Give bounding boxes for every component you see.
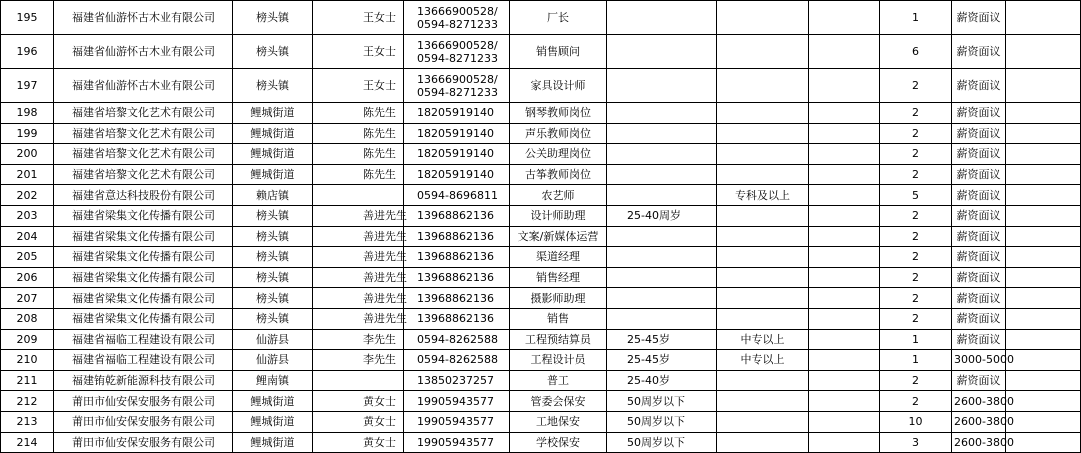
table-row — [1, 226, 1081, 247]
age-requirement-cell: 25-45岁 — [607, 329, 717, 350]
phone-cell — [404, 308, 510, 329]
company-name-cell: 莆田市仙安保安服务有限公司 — [54, 391, 233, 412]
age-requirement-cell: 25-45岁 — [607, 350, 717, 371]
phone-secondary: 0594-8271233 — [417, 85, 498, 99]
contact-person-cell: 善进先生 — [313, 308, 404, 329]
phone-cell — [404, 350, 510, 371]
empty-cell — [809, 350, 880, 371]
position-cell: 销售 — [510, 308, 607, 329]
table-row — [1, 391, 1081, 412]
salary-cell: 薪资面议 — [952, 288, 1006, 309]
company-name-cell: 福建省意达科技股份有限公司 — [54, 185, 233, 206]
contact-person-cell: 黄女士 — [313, 411, 404, 432]
row-number-cell: 196 — [1, 35, 54, 69]
salary-cell: 2600-3800 — [952, 411, 1006, 432]
empty-cell — [809, 69, 880, 103]
empty-cell — [809, 411, 880, 432]
company-name-cell: 福建省梁集文化传播有限公司 — [54, 267, 233, 288]
headcount-cell: 2 — [880, 267, 952, 288]
empty-cell — [1006, 267, 1081, 288]
age-requirement-cell: 50周岁以下 — [607, 411, 717, 432]
position-cell: 农艺师 — [510, 185, 607, 206]
empty-cell — [1006, 185, 1081, 206]
row-number-cell: 198 — [1, 103, 54, 124]
education-cell: 中专以上 — [717, 350, 809, 371]
salary-cell: 薪资面议 — [952, 103, 1006, 124]
education-cell — [717, 205, 809, 226]
empty-cell — [1006, 164, 1081, 185]
headcount-cell: 1 — [880, 350, 952, 371]
company-name-cell: 福建省福临工程建设有限公司 — [54, 350, 233, 371]
row-number-cell: 208 — [1, 308, 54, 329]
company-name-cell: 福建省培黎文化艺术有限公司 — [54, 123, 233, 144]
table-body — [1, 1, 1081, 453]
phone-cell — [404, 288, 510, 309]
position-cell: 普工 — [510, 370, 607, 391]
empty-cell — [1006, 329, 1081, 350]
row-number-cell: 205 — [1, 247, 54, 268]
education-cell — [717, 391, 809, 412]
education-cell: 中专以上 — [717, 329, 809, 350]
table-row — [1, 69, 1081, 103]
age-requirement-cell — [607, 1, 717, 35]
row-number-cell: 200 — [1, 144, 54, 165]
education-cell — [717, 370, 809, 391]
contact-person-cell: 王女士 — [313, 1, 404, 35]
row-number-cell: 209 — [1, 329, 54, 350]
position-cell: 摄影师助理 — [510, 288, 607, 309]
age-requirement-cell — [607, 103, 717, 124]
phone-primary: 0594-8262588 — [417, 332, 498, 346]
empty-cell — [1006, 226, 1081, 247]
company-name-cell: 福建省培黎文化艺术有限公司 — [54, 144, 233, 165]
location-cell: 榜头镇 — [233, 308, 313, 329]
empty-cell — [1006, 205, 1081, 226]
empty-cell — [1006, 308, 1081, 329]
headcount-cell: 6 — [880, 35, 952, 69]
position-cell: 声乐教师岗位 — [510, 123, 607, 144]
contact-person-cell: 善进先生 — [313, 247, 404, 268]
phone-primary: 13666900528/ — [417, 72, 498, 86]
company-name-cell: 福建省仙游怀古木业有限公司 — [54, 69, 233, 103]
phone-cell — [404, 370, 510, 391]
phone-secondary: 0594-8271233 — [417, 17, 498, 31]
phone-primary: 13968862136 — [417, 209, 494, 223]
location-cell: 榜头镇 — [233, 267, 313, 288]
phone-primary: 13666900528/ — [417, 4, 498, 18]
contact-person-cell: 李先生 — [313, 350, 404, 371]
phone-cell — [404, 69, 510, 103]
row-number-cell: 195 — [1, 1, 54, 35]
contact-person-cell: 王女士 — [313, 35, 404, 69]
phone-cell — [404, 1, 510, 35]
headcount-cell: 5 — [880, 185, 952, 206]
age-requirement-cell — [607, 226, 717, 247]
age-requirement-cell — [607, 69, 717, 103]
education-cell — [717, 103, 809, 124]
headcount-cell: 2 — [880, 164, 952, 185]
table-row — [1, 247, 1081, 268]
contact-person-cell: 善进先生 — [313, 288, 404, 309]
empty-cell — [1006, 432, 1081, 453]
phone-primary: 13968862136 — [417, 271, 494, 285]
empty-cell — [809, 267, 880, 288]
empty-cell — [1006, 391, 1081, 412]
headcount-cell: 2 — [880, 205, 952, 226]
location-cell: 鲤城街道 — [233, 103, 313, 124]
location-cell: 鲤城街道 — [233, 391, 313, 412]
table-row — [1, 350, 1081, 371]
row-number-cell: 199 — [1, 123, 54, 144]
company-name-cell: 福建省福临工程建设有限公司 — [54, 329, 233, 350]
empty-cell — [1006, 247, 1081, 268]
salary-cell: 薪资面议 — [952, 1, 1006, 35]
location-cell: 榜头镇 — [233, 205, 313, 226]
headcount-cell: 1 — [880, 1, 952, 35]
phone-cell — [404, 226, 510, 247]
salary-cell: 薪资面议 — [952, 185, 1006, 206]
headcount-cell: 2 — [880, 391, 952, 412]
salary-cell: 薪资面议 — [952, 123, 1006, 144]
phone-cell — [404, 267, 510, 288]
location-cell: 鲤城街道 — [233, 411, 313, 432]
phone-primary: 19905943577 — [417, 415, 494, 429]
company-name-cell: 福建省梁集文化传播有限公司 — [54, 288, 233, 309]
age-requirement-cell — [607, 144, 717, 165]
position-cell: 厂长 — [510, 1, 607, 35]
location-cell: 鲤城街道 — [233, 144, 313, 165]
headcount-cell: 2 — [880, 247, 952, 268]
location-cell: 榜头镇 — [233, 1, 313, 35]
phone-cell — [404, 432, 510, 453]
headcount-cell: 2 — [880, 370, 952, 391]
company-name-cell: 福建铕乾新能源科技有限公司 — [54, 370, 233, 391]
empty-cell — [809, 205, 880, 226]
headcount-cell: 2 — [880, 288, 952, 309]
position-cell: 钢琴教师岗位 — [510, 103, 607, 124]
empty-cell — [809, 432, 880, 453]
company-name-cell: 福建省梁集文化传播有限公司 — [54, 308, 233, 329]
row-number-cell: 207 — [1, 288, 54, 309]
table-row — [1, 144, 1081, 165]
headcount-cell: 3 — [880, 432, 952, 453]
position-cell: 渠道经理 — [510, 247, 607, 268]
row-number-cell: 206 — [1, 267, 54, 288]
age-requirement-cell — [607, 288, 717, 309]
empty-cell — [809, 308, 880, 329]
row-number-cell: 202 — [1, 185, 54, 206]
company-name-cell: 福建省梁集文化传播有限公司 — [54, 226, 233, 247]
phone-secondary: 0594-8271233 — [417, 51, 498, 65]
education-cell: 专科及以上 — [717, 185, 809, 206]
education-cell — [717, 411, 809, 432]
education-cell — [717, 247, 809, 268]
salary-cell: 薪资面议 — [952, 329, 1006, 350]
location-cell: 鲤南镇 — [233, 370, 313, 391]
table-row — [1, 205, 1081, 226]
education-cell — [717, 164, 809, 185]
phone-primary: 18205919140 — [417, 126, 494, 140]
table-row — [1, 185, 1081, 206]
empty-cell — [1006, 35, 1081, 69]
phone-primary: 13968862136 — [417, 312, 494, 326]
position-cell: 销售顾问 — [510, 35, 607, 69]
location-cell: 榜头镇 — [233, 247, 313, 268]
headcount-cell: 2 — [880, 144, 952, 165]
headcount-cell: 2 — [880, 308, 952, 329]
phone-primary: 18205919140 — [417, 106, 494, 120]
empty-cell — [1006, 1, 1081, 35]
empty-cell — [1006, 411, 1081, 432]
education-cell — [717, 267, 809, 288]
salary-cell: 薪资面议 — [952, 35, 1006, 69]
location-cell: 鲤城街道 — [233, 164, 313, 185]
company-name-cell: 福建省仙游怀古木业有限公司 — [54, 1, 233, 35]
row-number-cell: 201 — [1, 164, 54, 185]
phone-cell — [404, 185, 510, 206]
location-cell: 榜头镇 — [233, 69, 313, 103]
empty-cell — [809, 288, 880, 309]
empty-cell — [1006, 370, 1081, 391]
age-requirement-cell — [607, 35, 717, 69]
company-name-cell: 福建省梁集文化传播有限公司 — [54, 247, 233, 268]
education-cell — [717, 1, 809, 35]
contact-person-cell: 善进先生 — [313, 226, 404, 247]
salary-cell: 薪资面议 — [952, 144, 1006, 165]
position-cell: 销售经理 — [510, 267, 607, 288]
empty-cell — [1006, 69, 1081, 103]
contact-person-cell: 善进先生 — [313, 267, 404, 288]
table-row — [1, 370, 1081, 391]
phone-primary: 19905943577 — [417, 394, 494, 408]
salary-cell: 薪资面议 — [952, 247, 1006, 268]
salary-cell: 2600-3800 — [952, 391, 1006, 412]
contact-person-cell: 善进先生 — [313, 205, 404, 226]
phone-primary: 13850237257 — [417, 374, 494, 388]
position-cell: 工程设计员 — [510, 350, 607, 371]
table-row — [1, 1, 1081, 35]
salary-cell: 薪资面议 — [952, 205, 1006, 226]
table-row — [1, 329, 1081, 350]
row-number-cell: 197 — [1, 69, 54, 103]
table-row — [1, 432, 1081, 453]
phone-cell — [404, 35, 510, 69]
row-number-cell: 213 — [1, 411, 54, 432]
location-cell: 鲤城街道 — [233, 123, 313, 144]
contact-person-cell: 陈先生 — [313, 164, 404, 185]
location-cell: 榜头镇 — [233, 288, 313, 309]
age-requirement-cell: 50周岁以下 — [607, 391, 717, 412]
empty-cell — [1006, 103, 1081, 124]
empty-cell — [809, 329, 880, 350]
empty-cell — [809, 391, 880, 412]
location-cell: 仙游县 — [233, 329, 313, 350]
age-requirement-cell — [607, 267, 717, 288]
education-cell — [717, 226, 809, 247]
phone-cell — [404, 247, 510, 268]
phone-primary: 0594-8696811 — [417, 188, 498, 202]
phone-cell — [404, 329, 510, 350]
contact-person-cell: 黄女士 — [313, 432, 404, 453]
row-number-cell: 211 — [1, 370, 54, 391]
phone-cell — [404, 103, 510, 124]
contact-person-cell: 黄女士 — [313, 391, 404, 412]
position-cell: 公关助理岗位 — [510, 144, 607, 165]
location-cell: 鲤城街道 — [233, 432, 313, 453]
contact-person-cell: 陈先生 — [313, 144, 404, 165]
row-number-cell: 212 — [1, 391, 54, 412]
company-name-cell: 福建省梁集文化传播有限公司 — [54, 205, 233, 226]
age-requirement-cell: 50周岁以下 — [607, 432, 717, 453]
position-cell: 古筝教师岗位 — [510, 164, 607, 185]
empty-cell — [809, 1, 880, 35]
phone-primary: 0594-8262588 — [417, 353, 498, 367]
education-cell — [717, 35, 809, 69]
empty-cell — [809, 164, 880, 185]
location-cell: 赖店镇 — [233, 185, 313, 206]
salary-cell: 薪资面议 — [952, 308, 1006, 329]
salary-cell: 薪资面议 — [952, 267, 1006, 288]
empty-cell — [809, 185, 880, 206]
position-cell: 文案/新媒体运营 — [510, 226, 607, 247]
salary-cell: 薪资面议 — [952, 370, 1006, 391]
empty-cell — [1006, 144, 1081, 165]
age-requirement-cell — [607, 247, 717, 268]
salary-cell: 薪资面议 — [952, 164, 1006, 185]
table-row — [1, 411, 1081, 432]
phone-primary: 13968862136 — [417, 229, 494, 243]
table-row — [1, 164, 1081, 185]
row-number-cell: 203 — [1, 205, 54, 226]
headcount-cell: 2 — [880, 69, 952, 103]
age-requirement-cell: 25-40岁 — [607, 370, 717, 391]
empty-cell — [809, 226, 880, 247]
row-number-cell: 214 — [1, 432, 54, 453]
table-row — [1, 103, 1081, 124]
education-cell — [717, 432, 809, 453]
table-row — [1, 288, 1081, 309]
company-name-cell: 福建省仙游怀古木业有限公司 — [54, 35, 233, 69]
phone-primary: 13968862136 — [417, 291, 494, 305]
education-cell — [717, 144, 809, 165]
headcount-cell: 1 — [880, 329, 952, 350]
phone-cell — [404, 164, 510, 185]
headcount-cell: 10 — [880, 411, 952, 432]
company-name-cell: 莆田市仙安保安服务有限公司 — [54, 411, 233, 432]
empty-cell — [1006, 123, 1081, 144]
empty-cell — [809, 103, 880, 124]
empty-cell — [809, 247, 880, 268]
education-cell — [717, 123, 809, 144]
location-cell: 榜头镇 — [233, 226, 313, 247]
salary-cell: 2600-3800 — [952, 432, 1006, 453]
location-cell: 仙游县 — [233, 350, 313, 371]
age-requirement-cell — [607, 308, 717, 329]
table-row — [1, 35, 1081, 69]
contact-person-cell: 陈先生 — [313, 103, 404, 124]
contact-person-cell: 李先生 — [313, 329, 404, 350]
phone-primary: 13666900528/ — [417, 38, 498, 52]
phone-cell — [404, 123, 510, 144]
phone-cell — [404, 411, 510, 432]
company-name-cell: 福建省培黎文化艺术有限公司 — [54, 103, 233, 124]
age-requirement-cell — [607, 123, 717, 144]
phone-primary: 13968862136 — [417, 250, 494, 264]
phone-cell — [404, 391, 510, 412]
empty-cell — [1006, 288, 1081, 309]
headcount-cell: 2 — [880, 226, 952, 247]
location-cell: 榜头镇 — [233, 35, 313, 69]
position-cell: 管委会保安 — [510, 391, 607, 412]
phone-primary: 18205919140 — [417, 168, 494, 182]
contact-person-cell — [313, 185, 404, 206]
table-row — [1, 308, 1081, 329]
headcount-cell: 2 — [880, 123, 952, 144]
education-cell — [717, 308, 809, 329]
salary-cell: 薪资面议 — [952, 69, 1006, 103]
education-cell — [717, 69, 809, 103]
contact-person-cell: 陈先生 — [313, 123, 404, 144]
age-requirement-cell: 25-40周岁 — [607, 205, 717, 226]
salary-cell: 薪资面议 — [952, 226, 1006, 247]
phone-primary: 19905943577 — [417, 435, 494, 449]
phone-cell — [404, 144, 510, 165]
table-row — [1, 267, 1081, 288]
position-cell: 工地保安 — [510, 411, 607, 432]
empty-cell — [809, 144, 880, 165]
position-cell: 学校保安 — [510, 432, 607, 453]
headcount-cell: 2 — [880, 103, 952, 124]
phone-cell — [404, 205, 510, 226]
company-name-cell: 莆田市仙安保安服务有限公司 — [54, 432, 233, 453]
age-requirement-cell — [607, 185, 717, 206]
row-number-cell: 204 — [1, 226, 54, 247]
empty-cell — [809, 123, 880, 144]
company-name-cell: 福建省培黎文化艺术有限公司 — [54, 164, 233, 185]
table-row — [1, 123, 1081, 144]
phone-primary: 18205919140 — [417, 147, 494, 161]
empty-cell — [809, 370, 880, 391]
row-number-cell: 210 — [1, 350, 54, 371]
empty-cell — [1006, 350, 1081, 371]
age-requirement-cell — [607, 164, 717, 185]
position-cell: 设计师助理 — [510, 205, 607, 226]
contact-person-cell: 王女士 — [313, 69, 404, 103]
contact-person-cell — [313, 370, 404, 391]
education-cell — [717, 288, 809, 309]
position-cell: 家具设计师 — [510, 69, 607, 103]
position-cell: 工程预结算员 — [510, 329, 607, 350]
empty-cell — [809, 35, 880, 69]
salary-cell: 3000-5000 — [952, 350, 1006, 371]
